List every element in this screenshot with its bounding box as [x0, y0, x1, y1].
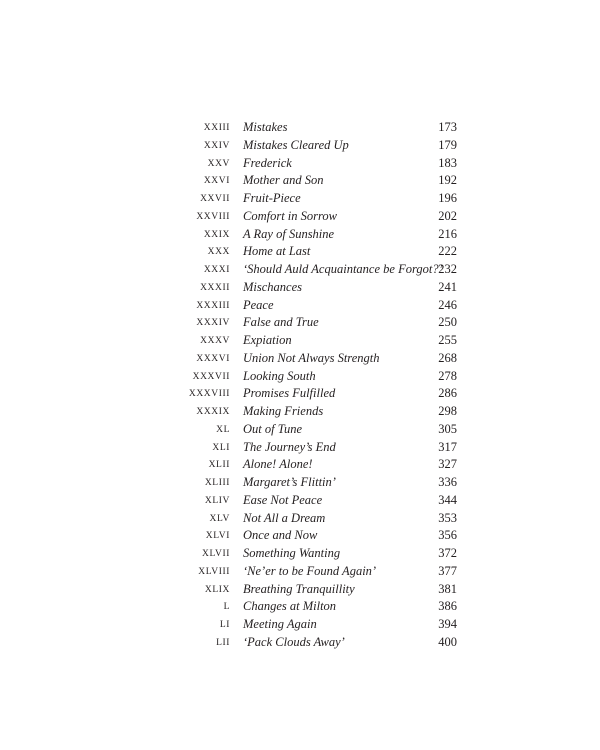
- toc-entry: [0, 635, 600, 653]
- chapter-number: XLIX: [204, 584, 230, 595]
- toc-entry: [0, 191, 600, 209]
- toc-entry: [0, 315, 600, 333]
- page-number: 344: [438, 492, 457, 507]
- page-number: 356: [438, 528, 457, 543]
- page-number: 353: [438, 510, 457, 525]
- page-number: 394: [438, 617, 457, 631]
- chapter-number: XXXI: [203, 265, 230, 275]
- toc-entry: [0, 298, 600, 316]
- toc-entry: [0, 138, 600, 156]
- page-number: 377: [438, 563, 457, 578]
- toc-entry: [0, 493, 600, 511]
- chapter-number: XXXVII: [192, 371, 230, 382]
- toc-entry: [0, 528, 600, 546]
- page-number: 317: [438, 439, 457, 454]
- toc-entry: [0, 546, 600, 564]
- chapter-title: A Ray of Sunshine: [243, 226, 335, 241]
- chapter-title: The Journey’s End: [243, 439, 336, 454]
- page-number: 268: [438, 350, 457, 365]
- toc-entry: [0, 333, 600, 351]
- chapter-number: LII: [216, 637, 230, 648]
- chapter-number: XXVII: [200, 194, 230, 204]
- chapter-number: XXX: [207, 247, 230, 258]
- toc-entry: [0, 262, 600, 280]
- toc-entry: [0, 564, 600, 582]
- chapter-title: Fruit-Piece: [243, 191, 301, 205]
- chapter-title: Making Friends: [243, 404, 324, 418]
- chapter-title: Frederick: [243, 155, 292, 170]
- chapter-number: XXXIX: [196, 407, 230, 417]
- page-number: 179: [438, 137, 457, 152]
- page-number: 327: [438, 457, 457, 472]
- chapter-number: XL: [216, 424, 230, 435]
- chapter-number: XXXV: [200, 336, 230, 346]
- chapter-number: XLVIII: [198, 566, 230, 577]
- page-number: 250: [438, 315, 457, 330]
- chapter-number: XXXIV: [196, 318, 230, 329]
- chapter-title: Peace: [243, 297, 274, 312]
- chapter-number: XXXVIII: [188, 389, 230, 400]
- chapter-title: Meeting Again: [243, 617, 317, 631]
- chapter-number: XLII: [208, 460, 230, 471]
- chapter-title: Ease Not Peace: [243, 492, 323, 507]
- page-number: 183: [438, 155, 457, 170]
- chapter-number: XLVII: [202, 549, 230, 559]
- toc-entry: [0, 351, 600, 369]
- page-number: 298: [438, 404, 457, 418]
- page-number: 202: [438, 208, 457, 223]
- toc-entry: [0, 582, 600, 600]
- chapter-title: ‘Should Auld Acquaintance be Forgot?’: [243, 262, 443, 276]
- chapter-title: Not All a Dream: [243, 510, 326, 525]
- toc-entry: [0, 227, 600, 245]
- chapter-title: Alone! Alone!: [243, 457, 313, 472]
- toc-entry: [0, 173, 600, 191]
- page-number: 305: [438, 421, 457, 436]
- chapter-title: ‘Pack Clouds Away’: [243, 634, 345, 649]
- chapter-number: L: [223, 602, 230, 613]
- chapter-number: XXXVI: [196, 353, 230, 364]
- chapter-number: XLIII: [204, 478, 230, 488]
- chapter-number: XXIX: [203, 229, 230, 240]
- chapter-title: ‘Ne’er to be Found Again’: [243, 563, 377, 578]
- page-number: 222: [438, 244, 457, 259]
- chapter-title: Looking South: [243, 368, 316, 383]
- chapter-title: Expiation: [243, 333, 292, 347]
- chapter-title: Mistakes: [243, 120, 288, 134]
- page-number: 381: [438, 581, 457, 596]
- chapter-number: XLV: [209, 513, 230, 524]
- chapter-title: Mischances: [243, 279, 303, 294]
- table-of-contents: [0, 120, 600, 653]
- chapter-title: False and True: [243, 315, 319, 330]
- toc-entry: [0, 209, 600, 227]
- toc-entry: [0, 120, 600, 138]
- chapter-number: XLI: [212, 442, 230, 453]
- toc-entry: [0, 369, 600, 387]
- page-number: 216: [438, 226, 457, 241]
- chapter-number: XXXII: [200, 282, 230, 293]
- toc-entry: [0, 475, 600, 493]
- toc-entry: [0, 440, 600, 458]
- chapter-number: XXXIII: [196, 300, 230, 311]
- chapter-title: Breathing Tranquillity: [243, 581, 355, 596]
- chapter-title: Margaret’s Flittin’: [243, 475, 336, 489]
- chapter-number: XLVI: [205, 531, 230, 542]
- chapter-title: Promises Fulfilled: [243, 386, 336, 401]
- toc-entry: [0, 280, 600, 298]
- chapter-number: XXVI: [203, 176, 230, 187]
- chapter-number: LI: [219, 620, 230, 630]
- page-number: 286: [438, 386, 457, 401]
- chapter-title: Home at Last: [243, 244, 311, 259]
- toc-entry: [0, 404, 600, 422]
- page-number: 232: [438, 262, 457, 276]
- page-number: 336: [438, 475, 457, 489]
- chapter-title: Something Wanting: [243, 546, 341, 560]
- page-number: 255: [438, 333, 457, 347]
- toc-entry: [0, 617, 600, 635]
- page-number: 173: [438, 120, 457, 134]
- toc-entry: [0, 156, 600, 174]
- chapter-number: XXIV: [203, 140, 230, 151]
- toc-entry: [0, 599, 600, 617]
- page-number: 241: [438, 279, 457, 294]
- page-number: 246: [438, 297, 457, 312]
- page-number: 278: [438, 368, 457, 383]
- page-number: 196: [438, 191, 457, 205]
- toc-entry: [0, 386, 600, 404]
- page-number: 372: [438, 546, 457, 560]
- chapter-title: Changes at Milton: [243, 599, 337, 614]
- page-number: 192: [438, 173, 457, 188]
- chapter-title: Once and Now: [243, 528, 318, 543]
- chapter-number: XLIV: [204, 495, 230, 506]
- page-number: 386: [438, 599, 457, 614]
- toc-entry: [0, 457, 600, 475]
- toc-entry: [0, 511, 600, 529]
- chapter-number: XXV: [207, 158, 230, 169]
- chapter-title: Union Not Always Strength: [243, 350, 380, 365]
- toc-entry: [0, 244, 600, 262]
- chapter-title: Out of Tune: [243, 421, 303, 436]
- chapter-number: XXVIII: [196, 211, 230, 222]
- page-number: 400: [438, 634, 457, 649]
- chapter-title: Mother and Son: [243, 173, 324, 188]
- chapter-title: Mistakes Cleared Up: [243, 137, 349, 152]
- toc-entry: [0, 422, 600, 440]
- chapter-number: XXIII: [203, 123, 230, 133]
- chapter-title: Comfort in Sorrow: [243, 208, 338, 223]
